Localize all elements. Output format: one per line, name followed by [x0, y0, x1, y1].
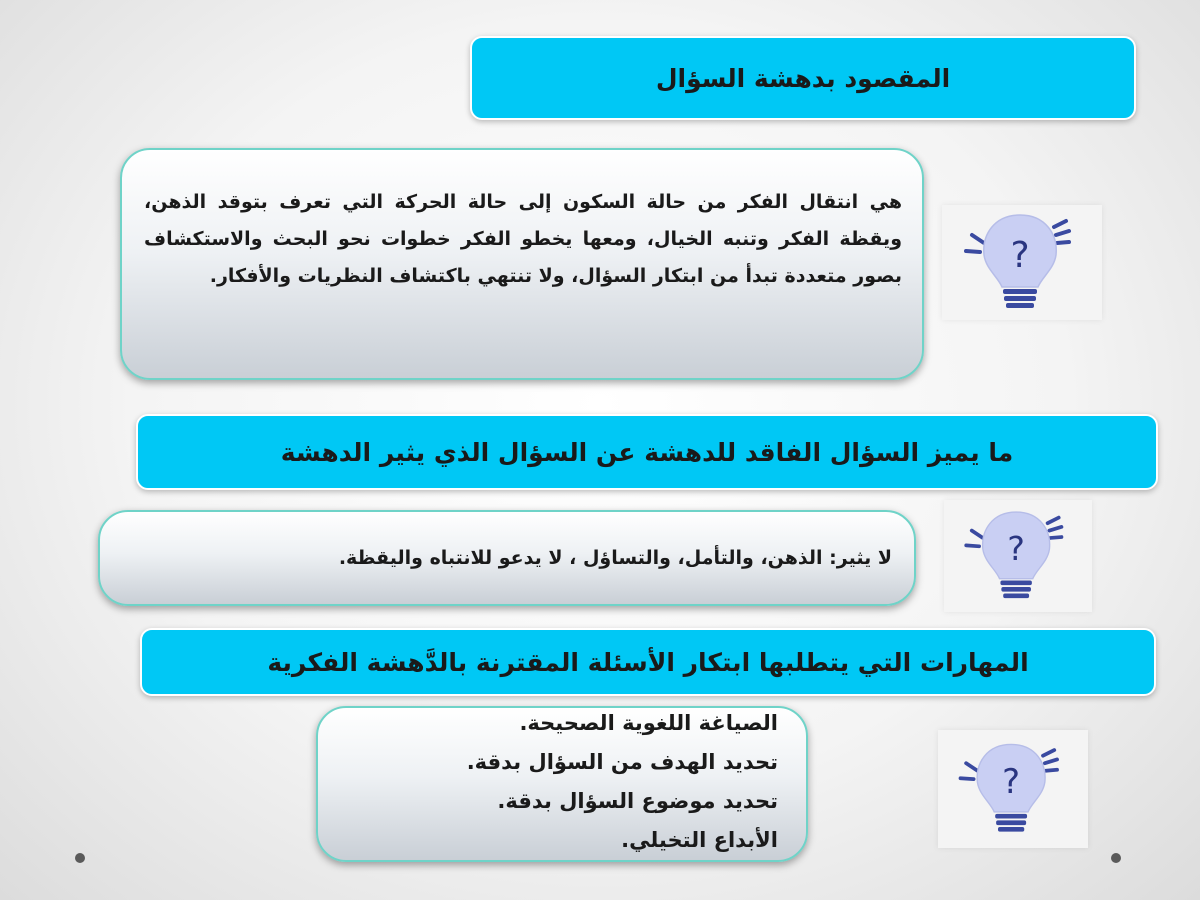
section1-title-banner: [470, 36, 1136, 120]
svg-text:?: ?: [1007, 529, 1025, 569]
decorative-dot-right: [1111, 853, 1121, 863]
section1-body: هي انتقال الفكر من حالة السكون إلى حالة الحركة التي تعرف بتوقد الذهن، ويقظة الفكر وتنبه الخيال، ومعها يخطو الفكر خطوات نحو البحث والاستكشاف بصور متعددة تبدأ من ابتكار السؤال، ولا تنتهي باكتشاف النظريات والأفكار.: [144, 191, 902, 287]
skills-list: [328, 704, 778, 860]
skill-item: تحديد الهدف من السؤال بدقة.: [466, 750, 778, 774]
section1-definition-card: [120, 148, 924, 380]
section2-title: ما يميز السؤال الفاقد للدهشة عن السؤال الذي يثير الدهشة: [280, 437, 1014, 467]
section2-body: لا يثير: الذهن، والتأمل، والتساؤل ، لا يدعو للانتباه واليقظة.: [338, 547, 892, 569]
section2-card: [98, 510, 916, 606]
lightbulb-question-icon: [938, 730, 1088, 848]
skill-item: تحديد موضوع السؤال بدقة.: [497, 789, 778, 813]
lightbulb-question-icon: [944, 500, 1092, 612]
svg-text:?: ?: [1002, 762, 1021, 802]
section2-title-banner: [136, 414, 1158, 490]
section3-title-banner: [140, 628, 1156, 696]
svg-text:?: ?: [1010, 235, 1030, 276]
skill-item: الأبداع التخيلي.: [621, 828, 778, 852]
skill-item: الصياغة اللغوية الصحيحة.: [519, 711, 778, 735]
decorative-dot-left: [75, 853, 85, 863]
lightbulb-question-icon: [942, 205, 1102, 320]
section3-title: المهارات التي يتطلبها ابتكار الأسئلة المقترنة بالدَّهشة الفكرية: [267, 647, 1029, 677]
section3-skills-card: [316, 706, 808, 862]
section1-title: المقصود بدهشة السؤال: [655, 63, 951, 93]
